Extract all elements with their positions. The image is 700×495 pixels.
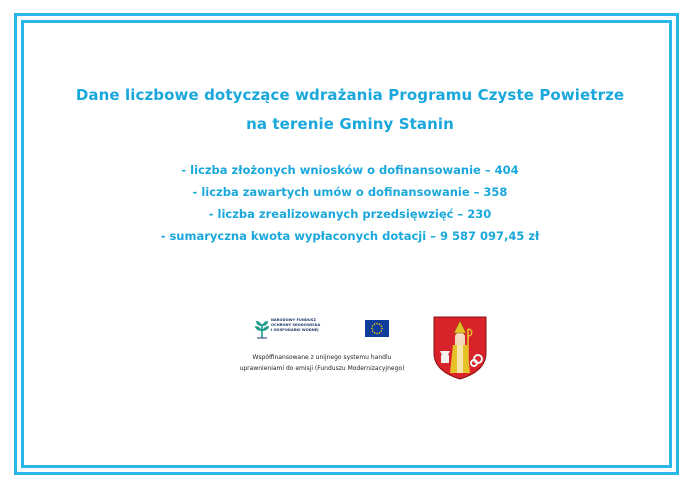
- stat-total-grants: - sumaryczna kwota wypłaconych dotacji – 9 587 097,45 zł: [160, 229, 540, 243]
- heading-line-1: Dane liczbowe dotyczące wdrażania Programu Czyste Powietrze: [75, 86, 625, 104]
- stanin-crest-icon: [432, 315, 488, 381]
- eu-star: [376, 333, 378, 335]
- stat-applications: - liczba złożonych wniosków o dofinansowanie – 404: [181, 163, 519, 177]
- eu-star: [379, 332, 381, 334]
- cofinancing-note: [222, 352, 422, 374]
- eu-star: [372, 325, 374, 327]
- nfos-text-line-3: I GOSPODARKI WODNEJ: [271, 328, 319, 332]
- nfos-logo: [254, 318, 334, 340]
- eu-star: [372, 330, 374, 332]
- nfos-logo-icon: [254, 318, 270, 340]
- eu-star: [381, 330, 383, 332]
- stat-agreements: - liczba zawartych umów o dofinansowanie – 358: [192, 185, 508, 199]
- nfos-logo-text: [271, 318, 320, 333]
- eu-star: [376, 323, 378, 325]
- nfos-text-line-2: OCHRONY ŚRODOWISKA: [271, 323, 321, 327]
- eu-star: [381, 328, 383, 330]
- eu-star: [371, 328, 373, 330]
- nfos-text-line-1: NARODOWY FUNDUSZ: [271, 318, 316, 322]
- eu-star: [374, 323, 376, 325]
- eu-flag-icon: [365, 320, 389, 337]
- cofinancing-line-1: Współfinansowane z unijnego systemu handlu: [252, 354, 392, 361]
- eu-star: [374, 332, 376, 334]
- eu-star: [379, 323, 381, 325]
- heading-line-2: na terenie Gminy Stanin: [246, 115, 454, 133]
- eu-star: [381, 325, 383, 327]
- cofinancing-line-2: uprawnieniami do emisji (Funduszu Modernizacyjnego): [239, 365, 405, 372]
- stat-completed-projects: - liczba zrealizowanych przedsięwzięć – 230: [208, 207, 492, 221]
